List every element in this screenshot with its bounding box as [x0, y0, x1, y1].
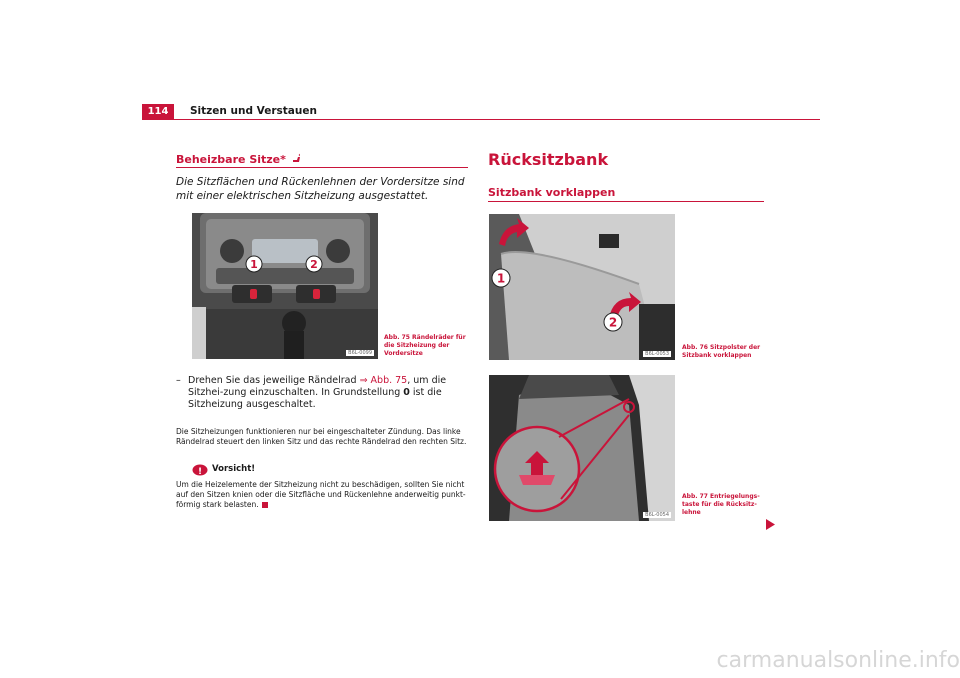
callout-1: 1	[496, 271, 506, 286]
chapter-title: Rücksitzbank	[488, 150, 609, 169]
figure-link[interactable]: ⇒ Abb. 75	[359, 375, 408, 386]
section-title	[176, 153, 302, 166]
seat-heating-icon	[290, 153, 302, 164]
section-title-text: Beheizbare Sitze*	[176, 153, 286, 166]
header-rule	[142, 119, 820, 120]
figure-caption: Abb. 77 Entriegelungs-taste für die Rücksitz-lehne	[682, 493, 760, 516]
step-bold: 0	[403, 387, 410, 398]
figure-code: B6L-0053	[645, 351, 669, 357]
step-text	[188, 375, 466, 411]
callout-2: 2	[310, 258, 318, 271]
figure-code: B6L-0099	[348, 350, 372, 356]
figure-caption: Abb. 75 Rändelräder für die Sitzheizung der Vordersitze	[384, 334, 466, 357]
warning-icon-glyph: !	[197, 467, 203, 476]
warning-icon	[192, 461, 208, 476]
warning-title: Vorsicht!	[212, 464, 256, 474]
figure-seat-cushion	[489, 214, 675, 360]
callout-2: 2	[608, 315, 618, 330]
step-text-c: ist die Sitzheizung ausgeschaltet.	[188, 387, 442, 410]
body-paragraph: Die Sitzheizungen funktionieren nur bei eingeschalteter Zündung. Das linke Rändelrad steuert den linken Sitz und das rechte Rändelrad den rechten Sitz.	[176, 427, 467, 446]
next-page-arrow-icon	[766, 515, 775, 534]
callout-1: 1	[250, 258, 258, 271]
step-dash: –	[176, 375, 181, 386]
console-illustration	[192, 213, 378, 359]
header-title: Sitzen und Verstauen	[190, 105, 317, 117]
release-button-illustration	[489, 375, 675, 521]
section-intro: Die Sitzflächen und Rückenlehnen der Vordersitze sind mit einer elektrischen Sitzheizung ausgestattet.	[176, 176, 465, 202]
figure-seat-heating	[192, 213, 378, 359]
step-text-b: , um die Sitzhei-zung einzuschalten. In Grundstellung	[188, 375, 447, 398]
seat-cushion-illustration	[489, 214, 675, 360]
figure-caption: Abb. 76 Sitzpolster der Sitzbank vorklappen	[682, 344, 761, 359]
watermark: carmanualsonline.info	[716, 648, 960, 673]
subsection-title: Sitzbank vorklappen	[488, 186, 616, 199]
subsection-rule	[488, 201, 764, 202]
warning-text	[176, 480, 468, 510]
end-mark-icon	[262, 502, 268, 508]
section-rule	[176, 167, 468, 168]
figure-code: B6L-0054	[645, 512, 669, 518]
page-number: 114	[142, 104, 174, 119]
step-text-a: Drehen Sie das jeweilige Rändelrad	[188, 375, 360, 386]
warning-text-body: Um die Heizelemente der Sitzheizung nicht zu beschädigen, sollten Sie nicht auf den Sitzen knien oder die Sitzfläche und Rückenlehne anderweitig punkt-förmig stark belasten.	[176, 480, 466, 509]
figure-release-button	[489, 375, 675, 521]
